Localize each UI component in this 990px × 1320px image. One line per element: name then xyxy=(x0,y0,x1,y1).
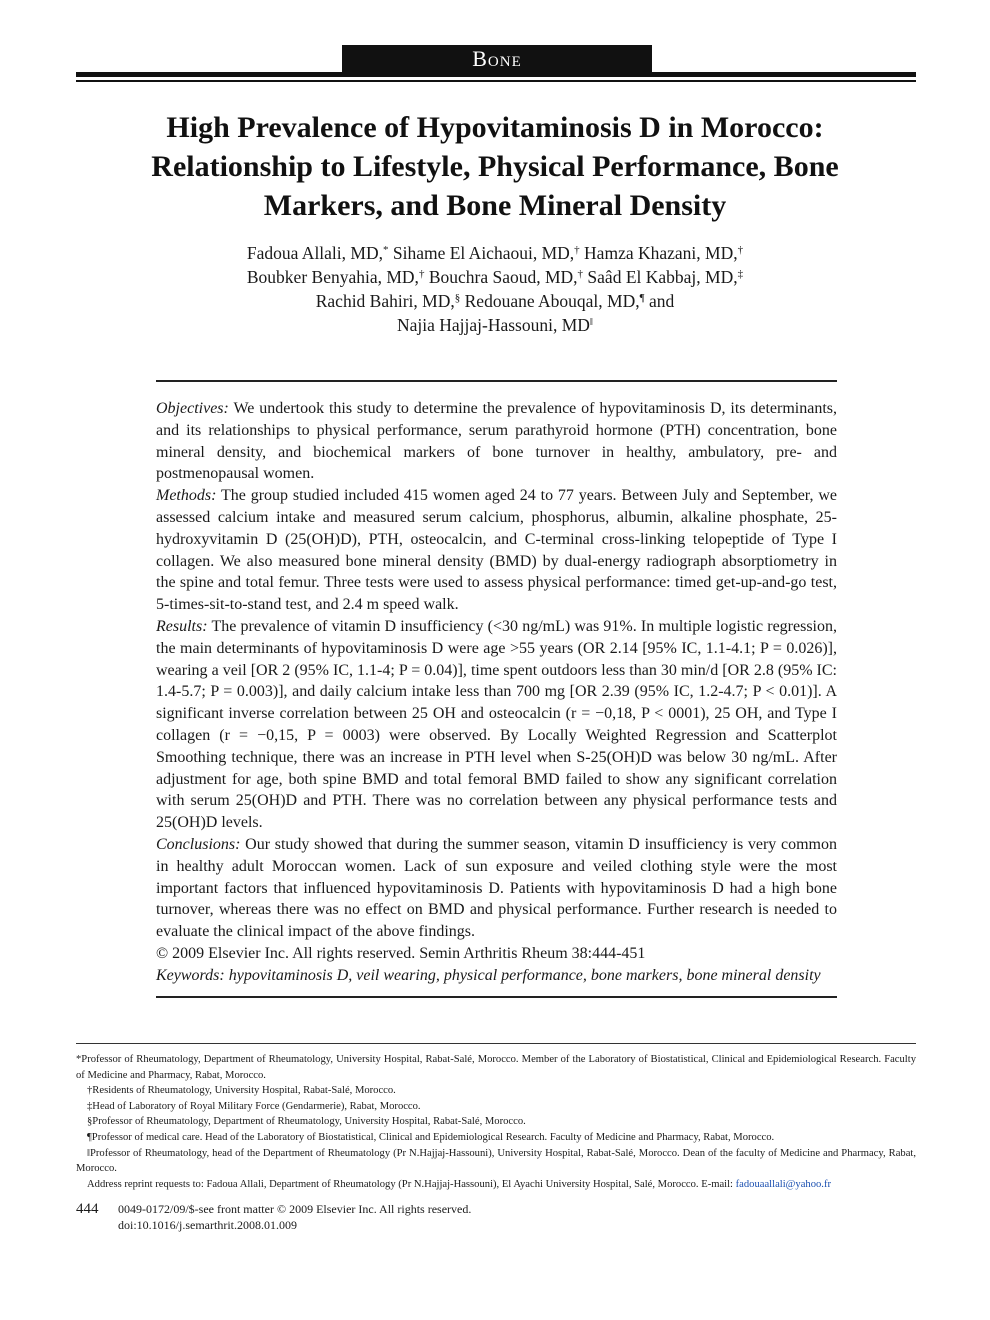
author-name: Boubker Benyahia, MD, xyxy=(246,267,419,287)
publication-info xyxy=(118,1201,471,1233)
abstract-keywords xyxy=(156,965,837,987)
author-affiliation-mark: ‖ xyxy=(589,316,594,328)
section-text: We undertook this study to determine the prevalence of hypovitaminosis D, its determinants, and its relationships to physical performance, serum parathyroid hormone (PTH) concentration, bone mineral density, and biochemical markers of bone turnover in healthy, ambulatory, pre- and postmenopausal women. xyxy=(156,400,837,483)
author-affiliation-mark: ‡ xyxy=(737,268,744,280)
footnote-affiliation: †Residents of Rheumatology, University Hospital, Rabat-Salé, Morocco. xyxy=(87,1085,396,1097)
abstract-methods xyxy=(156,485,837,616)
author-name: Hamza Khazani, MD, xyxy=(584,243,738,263)
footnote-affiliation: ‖Professor of Rheumatology, head of the Department of Rheumatology (Pr N.Hajjaj-Hassouni), University Hospital, Rabat-Salé, Morocco. Dean of the faculty of Medicine and Pharmacy, Rabat, Morocco. xyxy=(76,1147,916,1175)
footnote-affiliation: *Professor of Rheumatology, Department of Rheumatology, University Hospital, Rabat-Salé, Morocco. Member of the Laboratory of Biostatistical, Clinical and Epidemiological Research. Faculty of Medicine and Pharmacy, Rabat, Morocco. xyxy=(76,1054,916,1081)
author-affiliation-mark: † xyxy=(574,244,580,256)
reprint-address: Address reprint requests to: Fadoua Allali, Department of Rheumatology (Pr N.Hajjaj-Hassouni), El Ayachi University Hospital, Salé, Morocco. E-mail: xyxy=(87,1178,733,1190)
doi-line: doi:10.1016/j.semarthrit.2008.01.009 xyxy=(118,1218,297,1232)
author-name: Saâd El Kabbaj, MD, xyxy=(587,267,738,287)
abstract-top-rule xyxy=(156,380,837,382)
author-name: Rachid Bahiri, MD, xyxy=(315,291,455,311)
author-affiliation-mark: * xyxy=(382,244,389,256)
footnotes xyxy=(76,1052,916,1192)
article-title: High Prevalence of Hypovitaminosis D in Morocco: Relationship to Lifestyle, Physical Performance, Bone Markers, and Bone Mineral Density xyxy=(151,111,839,222)
author-affiliation-mark: † xyxy=(737,244,744,256)
author-affiliation-mark: ¶ xyxy=(639,292,645,304)
author-affiliation-mark: † xyxy=(577,268,584,280)
section-head: Objectives: xyxy=(156,400,229,417)
abstract-conclusions xyxy=(156,834,837,943)
author-name: Fadoua Allali, MD, xyxy=(246,243,383,263)
footnote-affiliation: §Professor of Rheumatology, Department of Rheumatology, University Hospital, Rabat-Salé, Morocco. xyxy=(87,1116,526,1128)
header-rule-thick xyxy=(76,72,916,77)
footnote-rule xyxy=(76,1043,916,1044)
author-affiliation-mark: † xyxy=(418,268,425,280)
email-link[interactable]: fadouaallali@yahoo.fr xyxy=(735,1178,832,1190)
page-number: 444 xyxy=(76,1201,99,1217)
section-head: Results: xyxy=(156,617,208,635)
footnote-affiliation: ‡Head of Laboratory of Royal Military Force (Gendarmerie), Rabat, Morocco. xyxy=(87,1100,421,1112)
abstract-results xyxy=(156,616,837,834)
author-affiliation-mark: § xyxy=(454,292,461,304)
abstract-bottom-rule xyxy=(156,996,837,998)
footnote-affiliation: ¶Professor of medical care. Head of the Laboratory of Biostatistical, Clinical and Epidemiological Research. Faculty of Medicine and Pharmacy, Rabat, Morocco. xyxy=(87,1131,775,1143)
author-conjunction: and xyxy=(648,291,675,311)
abstract xyxy=(156,398,837,987)
issn-line: 0049-0172/09/$-see front matter © 2009 Elsevier Inc. All rights reserved. xyxy=(118,1202,472,1216)
abstract-objectives xyxy=(156,398,837,485)
keywords-text: hypovitaminosis D, veil wearing, physical performance, bone markers, bone mineral density xyxy=(228,966,821,984)
section-head: Keywords: xyxy=(156,966,225,984)
footnote-reprint xyxy=(76,1177,916,1193)
header-rule-thin xyxy=(76,80,916,82)
author-name: Redouane Abouqal, MD, xyxy=(464,291,640,311)
section-head: Methods: xyxy=(156,487,217,505)
author-name: Sihame El Aichaoui, MD, xyxy=(392,243,575,263)
section-text: Our study showed that during the summer season, vitamin D insufficiency is very common in healthy adult Moroccan women. Lack of sun exposure and veiled clothing style were the most important factors that influenced hypovitaminosis D. Patients with hypovitaminosis D had a high bone turnover, whereas there was no effect on BMD and physical performance. Further research is needed to evaluate the clinical impact of the above findings. xyxy=(156,835,838,941)
abstract-copyright: © 2009 Elsevier Inc. All rights reserved. Semin Arthritis Rheum 38:444-451 xyxy=(156,944,646,962)
section-text: The group studied included 415 women aged 24 to 77 years. Between July and September, we assessed calcium intake and measured serum calcium, phosphorus, albumin, alkaline phosphate, 25-hydroxyvitamin D (25(OH)D), PTH, osteocalcin, and C-terminal cross-linking telopeptide of Type I collagen. We also measured bone mineral density (BMD) by dual-energy radiograph absorptiometry in the spine and total femur. Three tests were used to assess physical performance: timed get-up-and-go test, 5-times-sit-to-stand test, and 2.4 m speed walk. xyxy=(156,487,837,614)
author-name: Najia Hajjaj-Hassouni, MD xyxy=(396,315,590,335)
section-label: Bone xyxy=(342,45,652,73)
section-text: The prevalence of vitamin D insufficiency (<30 ng/mL) was 91%. In multiple logistic regression, the main determinants of hypovitaminosis D were age >55 years (OR 2.14 [95% IC, 1.1-4.1; P = 0.026)], wearing a veil [OR 2 (95% IC, 1.1-4; P = 0.04)], time spent outdoors less than 30 min/d [OR 2.8 (95% IC: 1.4-5.7; P = 0.003)], and daily calcium intake less than 700 mg [OR 2.39 (95% IC, 1.2-4.7; P < 0.01)]. A significant inverse correlation between 25 OH and osteocalcin (r = −0,18, P < 0001), 25 OH, and Type I collagen (r = −0,15, P = 0003) were observed. By Locally Weighted Regression and Scatterplot Smoothing technique, there was an increase in PTH level when S-25(OH)D was below 30 ng/mL. After adjustment for age, both spine BMD and total femoral BMD failed to show any significant correlation with serum 25(OH)D and PTH. There was no correlation between any physical performance tests and 25(OH)D levels. xyxy=(156,617,837,832)
author-list xyxy=(120,241,870,337)
section-head: Conclusions: xyxy=(156,835,241,853)
author-name: Bouchra Saoud, MD, xyxy=(428,267,578,287)
